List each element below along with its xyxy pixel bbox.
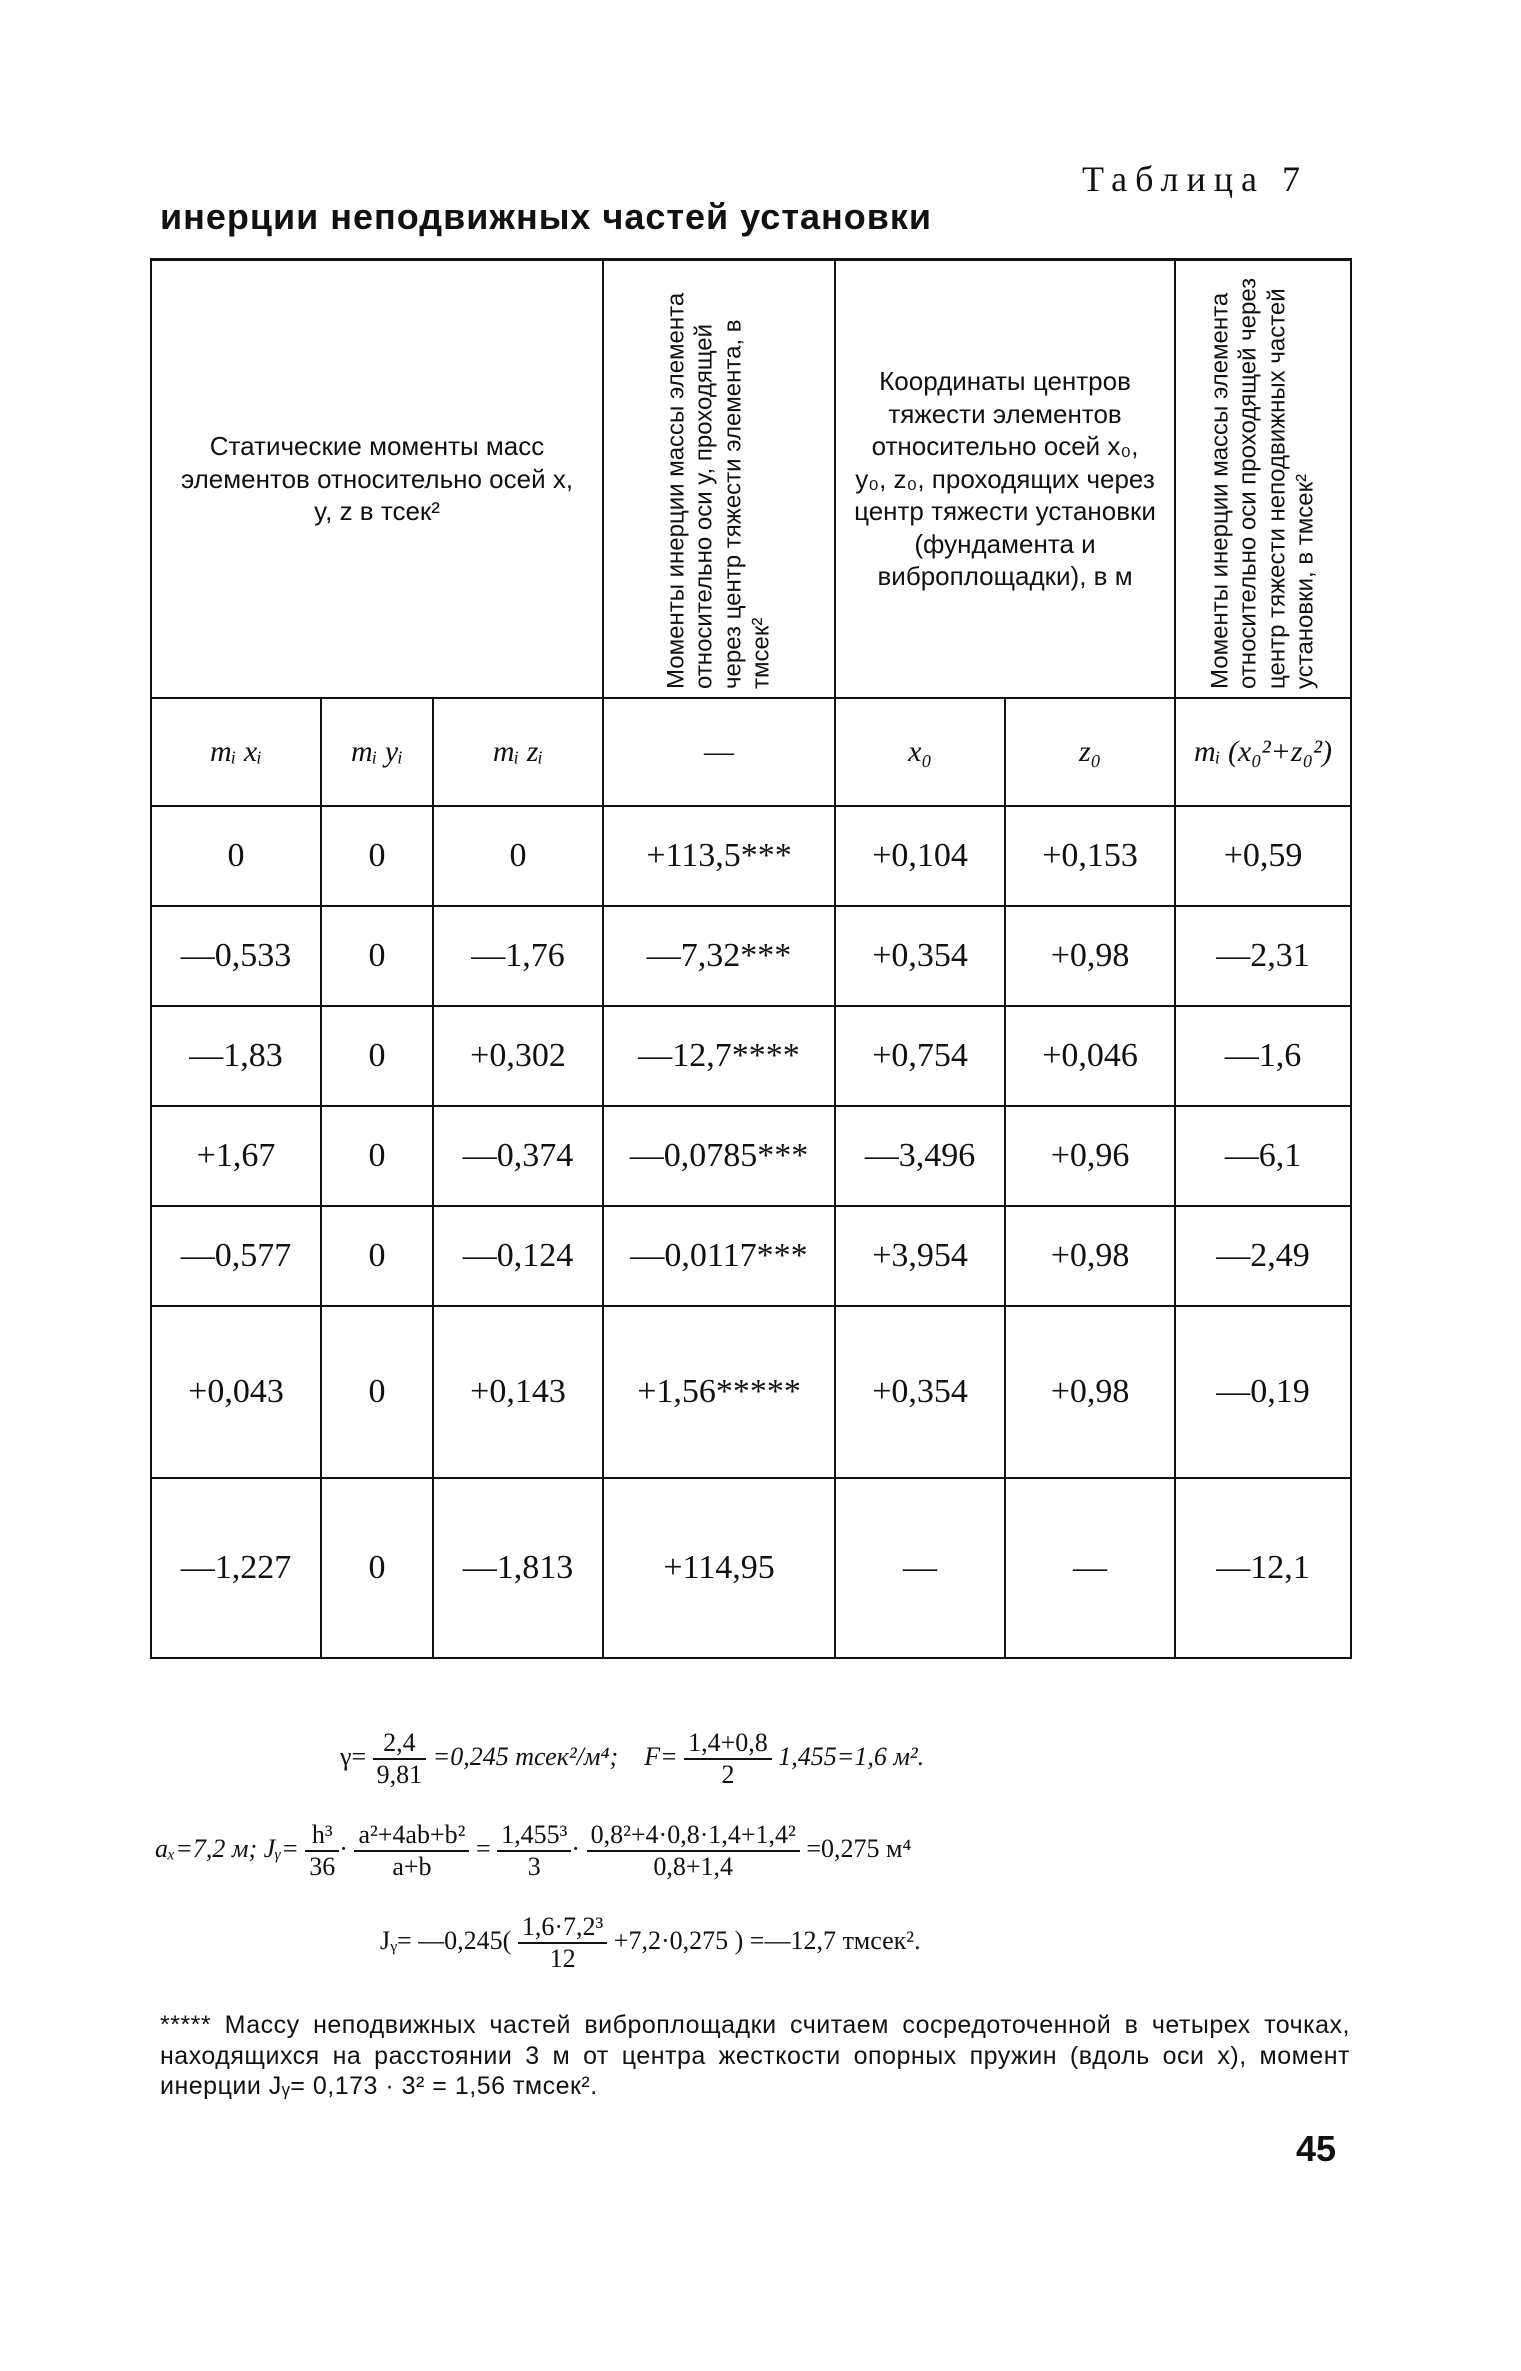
fraction-numerator: a²+4ab+b² [354,1820,469,1852]
page-number: 45 [1296,2128,1337,2169]
formula-text: ) =—12,7 тмсек². [734,1925,921,1955]
formula-text: 1,455=1,6 м². [778,1741,925,1771]
formula-text: = [475,1833,491,1863]
table-cell: —1,227 [151,1478,321,1658]
table-cell: —1,813 [433,1478,603,1658]
table-row [151,1106,1351,1206]
table-cell: —1,83 [151,1006,321,1106]
page-title: инерции неподвижных частей установки [160,196,932,237]
table-cell: —1,76 [433,906,603,1006]
table-row-total [151,1478,1351,1658]
fraction [518,1912,607,1974]
table-cell: +0,98 [1005,1306,1175,1478]
table-cell: —0,577 [151,1206,321,1306]
table-cell: +0,104 [835,806,1005,906]
fraction [497,1820,571,1882]
subheader-cell: mᵢ yᵢ [321,698,433,806]
formula-text: Jᵧ= —0,245( [380,1925,512,1955]
table-cell: +0,754 [835,1006,1005,1106]
table-caption: Таблица 7 [1082,159,1308,199]
formula-text: =0,245 тсек²/м⁴; [432,1741,619,1771]
table-cell: +1,67 [151,1106,321,1206]
table-row [151,1306,1351,1478]
table-cell: —6,1 [1175,1106,1351,1206]
header-coordinates [835,260,1175,698]
header-moments-own-text: Моменты инерции массы элемента относительно оси y, проходящей через центр тяжести элемента, в тмсек² [662,292,775,689]
fraction-numerator: 2,4 [373,1728,427,1760]
table-cell: +1,56***** [603,1306,835,1478]
table-cell: 0 [321,1006,433,1106]
fraction-numerator: 0,8²+4·0,8·1,4+1,4² [587,1820,800,1852]
table-cell: —0,533 [151,906,321,1006]
header-moments-fixed-text: Моменты инерции массы элемента относительно оси проходящей через центр тяжести неподвижных частей установки, в тмсек² [1206,277,1319,689]
table-cell: 0 [151,806,321,906]
fraction-denominator: 0,8+1,4 [653,1852,734,1881]
table-cell: —1,6 [1175,1006,1351,1106]
table-cell: —7,32*** [603,906,835,1006]
subheader-cell: — [603,698,835,806]
table-row [151,906,1351,1006]
formula-text: γ= [340,1741,367,1771]
fraction-numerator: h³ [305,1820,339,1852]
inertia-table [150,258,1350,1659]
table-cell: +113,5*** [603,806,835,906]
formula-jy: aₓ=7,2 м; Jᵧ= $\frac{\text{h³}}{36}$ · $\frac{\text{a²+4ab+b²}}{a+b}$ = $\frac{\text{1,455³}}{3}$ · $\frac{\text{0,8²+4·0,8·1,4+1,4²}}{0,8+1,4}$ =0,275 м⁴ [155,1820,912,1881]
fraction [354,1820,469,1882]
table-row [151,1206,1351,1306]
fraction-denominator: 3 [527,1852,541,1881]
table-cell: 0 [321,906,433,1006]
formula-text: +7,2·0,275 [613,1925,729,1955]
fraction-numerator: 1,455³ [497,1820,571,1852]
fraction-numerator: 1,4+0,8 [684,1728,772,1760]
header-coordinates-text: Координаты центров тяжести элементов относительно осей x₀, y₀, z₀, проходящих через центр тяжести установки (фундамента и виброплощадки), в м [854,366,1156,591]
fraction-denominator: 12 [549,1944,576,1973]
table-cell: —0,19 [1175,1306,1351,1478]
formula-text: =0,275 м⁴ [806,1833,912,1863]
table-row [151,1006,1351,1106]
table-cell: +0,98 [1005,906,1175,1006]
table-cell: +0,59 [1175,806,1351,906]
table-cell: — [835,1478,1005,1658]
table-cell: +0,046 [1005,1006,1175,1106]
table-cell: —3,496 [835,1106,1005,1206]
table-cell: —2,31 [1175,906,1351,1006]
subheader-cell: z₀ [1005,698,1175,806]
subheader-cell: mᵢ xᵢ [151,698,321,806]
fraction-numerator: 1,6·7,2³ [518,1912,607,1944]
fraction-denominator: 2 [721,1760,735,1789]
formula-text: F= [644,1741,678,1771]
fraction [373,1728,427,1790]
fraction-denominator: 9,81 [376,1760,423,1789]
table-cell: +0,98 [1005,1206,1175,1306]
table-cell: +0,043 [151,1306,321,1478]
header-moments-own [603,260,835,698]
table-cell: 0 [321,1478,433,1658]
formula-jy-result [380,1912,921,1974]
fraction-denominator: a+b [392,1852,432,1881]
footnote: ***** Массу неподвижных частей виброплощадки считаем сосредоточенной в четырех точках, находящихся на расстоянии 3 м от центра жесткости опорных пружин (вдоль оси x), момент инерции Jᵧ= 0,173 · 3² = 1,56 тмсек². [160,2011,1350,2100]
table-cell: 0 [321,1206,433,1306]
subheader-cell: mᵢ zᵢ [433,698,603,806]
header-static-moments [151,260,603,698]
header-moments-fixed [1175,260,1351,698]
fraction [587,1820,800,1882]
table-cell: +0,354 [835,1306,1005,1478]
table-cell: 0 [321,1306,433,1478]
table-cell: —0,0117*** [603,1206,835,1306]
subheader-cell: mᵢ (x₀²+z₀²) [1175,698,1351,806]
table-cell: 0 [321,1106,433,1206]
table-cell: — [1005,1478,1175,1658]
table-cell: +0,302 [433,1006,603,1106]
table-cell: +114,95 [603,1478,835,1658]
table-cell: —12,1 [1175,1478,1351,1658]
formula-gamma [340,1728,924,1790]
fraction [684,1728,772,1790]
table-cell: 0 [433,806,603,906]
table-row [151,806,1351,906]
subheader-cell: x₀ [835,698,1005,806]
table-cell: —0,374 [433,1106,603,1206]
table-cell: +3,954 [835,1206,1005,1306]
table-cell: 0 [321,806,433,906]
fraction-denominator: 36 [309,1852,336,1881]
table-cell: —2,49 [1175,1206,1351,1306]
table-cell: +0,153 [1005,806,1175,906]
table-cell: +0,96 [1005,1106,1175,1206]
table-cell: —12,7**** [603,1006,835,1106]
table-cell: —0,0785*** [603,1106,835,1206]
formula-text: aₓ=7,2 м; Jᵧ= [155,1833,299,1863]
header-static-moments-text: Статические моменты масс элементов относительно осей x, y, z в тсек² [180,431,574,526]
table-cell: +0,143 [433,1306,603,1478]
fraction [305,1820,339,1882]
table-cell: —0,124 [433,1206,603,1306]
table-cell: +0,354 [835,906,1005,1006]
